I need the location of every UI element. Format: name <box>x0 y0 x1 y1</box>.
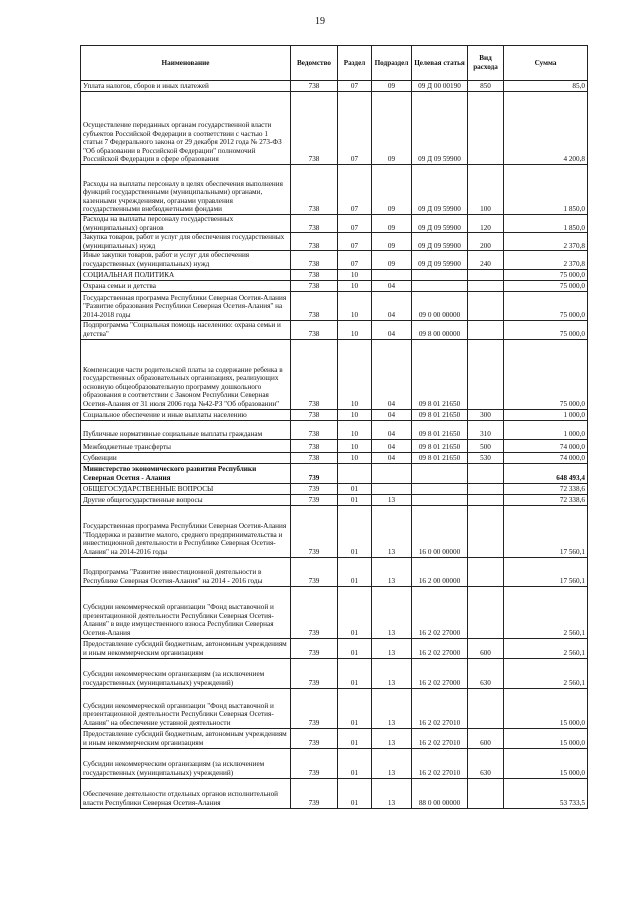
cell-vid: 120 <box>468 215 504 233</box>
table-row <box>81 483 588 494</box>
cell-name: Субсидии некоммерческой организации "Фонд выставочной и презентационной деятельности Республики Северная Осетия-Алания" на обеспечение уставной деятельности <box>81 688 291 728</box>
cell-razdel: 07 <box>338 233 372 251</box>
table-row <box>81 81 588 92</box>
cell-tselevaya: 16 2 02 27010 <box>412 748 468 778</box>
cell-vedomstvo: 738 <box>291 92 338 165</box>
cell-summa: 2 560,1 <box>504 658 588 688</box>
cell-vid <box>468 269 504 280</box>
table-row <box>81 505 588 557</box>
cell-vid: 850 <box>468 81 504 92</box>
cell-razdel: 01 <box>338 688 372 728</box>
cell-podrazdel: 04 <box>372 439 412 452</box>
cell-tselevaya: 09 0 00 00000 <box>412 291 468 320</box>
cell-tselevaya: 16 2 02 27010 <box>412 728 468 748</box>
cell-name: Предоставление субсидий бюджетным, автономным учреждениям и иным некоммерческим организациям <box>81 638 291 658</box>
cell-podrazdel <box>372 269 412 280</box>
cell-tselevaya: 16 2 00 00000 <box>412 557 468 586</box>
cell-tselevaya: 09 Д 09 59900 <box>412 215 468 233</box>
cell-vid <box>468 557 504 586</box>
table-row <box>81 291 588 320</box>
cell-vedomstvo: 739 <box>291 557 338 586</box>
cell-summa: 2 560,1 <box>504 638 588 658</box>
cell-vedomstvo: 739 <box>291 505 338 557</box>
cell-razdel: 01 <box>338 494 372 505</box>
cell-name: ОБЩЕГОСУДАРСТВЕННЫЕ ВОПРОСЫ <box>81 483 291 494</box>
cell-vid <box>468 320 504 339</box>
table-row <box>81 320 588 339</box>
cell-name: Иные закупки товаров, работ и услуг для обеспечения государственных (муниципальных) нужд <box>81 251 291 269</box>
cell-name: Обеспечение деятельности отдельных органов исполнительной власти Республики Северная Осетия-Алания <box>81 778 291 808</box>
cell-podrazdel: 09 <box>372 165 412 215</box>
cell-summa: 648 493,4 <box>504 463 588 483</box>
table-row <box>81 269 588 280</box>
cell-podrazdel: 04 <box>372 291 412 320</box>
cell-razdel: 10 <box>338 339 372 409</box>
header-tselevaya: Целевая статья <box>412 46 468 81</box>
cell-tselevaya: 09 8 01 21650 <box>412 439 468 452</box>
cell-name: Осуществление переданных органам государственной власти субъектов Российской Федерации в соответствии с частью 1 статьи 7 Федерального закона от 29 декабря 2012 года № 273-ФЗ "Об образовании в Российской Федерации" полномочий Российской Федерации в сфере образования <box>81 92 291 165</box>
table-header-row <box>81 46 588 81</box>
table-row <box>81 557 588 586</box>
cell-vedomstvo: 738 <box>291 251 338 269</box>
cell-tselevaya: 16 0 00 00000 <box>412 505 468 557</box>
cell-name: Государственная программа Республики Северная Осетия-Алания "Развитие образования Республики Северная Осетия-Алания" на 2014-2018 годы <box>81 291 291 320</box>
cell-summa: 75 000,0 <box>504 320 588 339</box>
cell-podrazdel: 09 <box>372 233 412 251</box>
table-row <box>81 638 588 658</box>
table-row <box>81 233 588 251</box>
cell-summa: 4 200,8 <box>504 92 588 165</box>
table-row <box>81 748 588 778</box>
cell-summa: 85,0 <box>504 81 588 92</box>
cell-podrazdel: 04 <box>372 320 412 339</box>
table-row <box>81 339 588 409</box>
cell-vid: 240 <box>468 251 504 269</box>
cell-podrazdel: 13 <box>372 748 412 778</box>
header-vedomstvo: Ведомство <box>291 46 338 81</box>
cell-vedomstvo: 738 <box>291 269 338 280</box>
cell-podrazdel <box>372 483 412 494</box>
cell-summa: 1 000,0 <box>504 409 588 420</box>
cell-podrazdel: 13 <box>372 778 412 808</box>
cell-name: Компенсация части родительской платы за содержание ребенка в государственных образовательных организациях, реализующих основную общеобразовательную программу дошкольного образования в соответствии с Законом Республики Северная Осетия-Алания от 31 июля 2006 года №42-РЗ "Об образовании" <box>81 339 291 409</box>
cell-podrazdel: 04 <box>372 280 412 291</box>
cell-tselevaya: 09 8 01 21650 <box>412 452 468 463</box>
cell-razdel: 07 <box>338 251 372 269</box>
cell-tselevaya <box>412 463 468 483</box>
cell-vedomstvo: 738 <box>291 409 338 420</box>
cell-vid <box>468 505 504 557</box>
cell-podrazdel <box>372 463 412 483</box>
cell-tselevaya: 09 8 01 21650 <box>412 339 468 409</box>
cell-razdel: 01 <box>338 658 372 688</box>
cell-vedomstvo: 739 <box>291 748 338 778</box>
cell-podrazdel: 13 <box>372 688 412 728</box>
cell-razdel <box>338 463 372 483</box>
cell-razdel: 10 <box>338 269 372 280</box>
cell-vedomstvo: 738 <box>291 215 338 233</box>
cell-podrazdel: 13 <box>372 586 412 638</box>
table-row <box>81 92 588 165</box>
cell-summa: 1 850,0 <box>504 215 588 233</box>
header-name: Наименование <box>81 46 291 81</box>
cell-summa: 75 000,0 <box>504 339 588 409</box>
cell-name: Закупка товаров, работ и услуг для обеспечения государственных (муниципальных) нужд <box>81 233 291 251</box>
cell-name: Охрана семьи и детства <box>81 280 291 291</box>
cell-podrazdel: 09 <box>372 92 412 165</box>
table-row <box>81 280 588 291</box>
cell-tselevaya: 09 8 01 21650 <box>412 409 468 420</box>
cell-vid <box>468 778 504 808</box>
header-vid: Вид расхода <box>468 46 504 81</box>
cell-tselevaya: 16 2 02 27000 <box>412 638 468 658</box>
table-row <box>81 463 588 483</box>
cell-tselevaya: 09 8 00 00000 <box>412 320 468 339</box>
cell-summa: 72 338,6 <box>504 494 588 505</box>
cell-razdel: 01 <box>338 557 372 586</box>
cell-name: Подпрограмма "Социальная помощь населению: охрана семьи и детства" <box>81 320 291 339</box>
cell-name: Уплата налогов, сборов и иных платежей <box>81 81 291 92</box>
cell-vedomstvo: 739 <box>291 494 338 505</box>
cell-name: Предоставление субсидий бюджетным, автономным учреждениям и иным некоммерческим организациям <box>81 728 291 748</box>
cell-summa: 2 370,8 <box>504 233 588 251</box>
table-row <box>81 658 588 688</box>
cell-vid <box>468 92 504 165</box>
cell-podrazdel: 04 <box>372 409 412 420</box>
cell-tselevaya: 09 8 01 21650 <box>412 420 468 439</box>
cell-vedomstvo: 738 <box>291 339 338 409</box>
cell-vedomstvo: 739 <box>291 688 338 728</box>
cell-podrazdel: 13 <box>372 505 412 557</box>
page-number: 19 <box>315 16 325 27</box>
cell-summa: 74 000,0 <box>504 439 588 452</box>
cell-razdel: 10 <box>338 420 372 439</box>
cell-podrazdel: 04 <box>372 452 412 463</box>
cell-vedomstvo: 738 <box>291 233 338 251</box>
cell-tselevaya: 09 Д 09 59900 <box>412 92 468 165</box>
cell-razdel: 07 <box>338 92 372 165</box>
cell-vid <box>468 463 504 483</box>
cell-name: Субсидии некоммерческим организациям (за исключением государственных (муниципальных) учреждений) <box>81 658 291 688</box>
table-row <box>81 778 588 808</box>
cell-vid: 100 <box>468 165 504 215</box>
cell-razdel: 01 <box>338 505 372 557</box>
cell-razdel: 01 <box>338 778 372 808</box>
cell-name: Государственная программа Республики Северная Осетия-Алания "Поддержка и развитие малого, среднего предпринимательства и инвестиционной деятельности в Республике Северная Осетия-Алания" на 2014-2016 годы <box>81 505 291 557</box>
table-row <box>81 728 588 748</box>
cell-vedomstvo: 738 <box>291 420 338 439</box>
cell-razdel: 10 <box>338 452 372 463</box>
cell-summa: 17 560,1 <box>504 557 588 586</box>
cell-vid: 600 <box>468 638 504 658</box>
cell-vedomstvo: 739 <box>291 778 338 808</box>
cell-razdel: 10 <box>338 409 372 420</box>
cell-summa: 2 370,8 <box>504 251 588 269</box>
cell-podrazdel: 09 <box>372 251 412 269</box>
cell-razdel: 01 <box>338 483 372 494</box>
cell-summa: 15 000,0 <box>504 728 588 748</box>
table-row <box>81 452 588 463</box>
cell-vid: 500 <box>468 439 504 452</box>
cell-tselevaya: 16 2 02 27010 <box>412 688 468 728</box>
cell-vedomstvo: 739 <box>291 463 338 483</box>
cell-vedomstvo: 738 <box>291 165 338 215</box>
cell-summa: 72 338,6 <box>504 483 588 494</box>
cell-vid: 300 <box>468 409 504 420</box>
header-razdel: Раздел <box>338 46 372 81</box>
cell-summa: 15 000,0 <box>504 748 588 778</box>
cell-summa: 74 000,0 <box>504 452 588 463</box>
cell-summa: 75 000,0 <box>504 280 588 291</box>
cell-tselevaya: 09 Д 09 59900 <box>412 233 468 251</box>
cell-tselevaya: 16 2 02 27000 <box>412 586 468 638</box>
table-row <box>81 688 588 728</box>
cell-tselevaya: 16 2 02 27000 <box>412 658 468 688</box>
cell-razdel: 10 <box>338 320 372 339</box>
cell-summa: 15 000,0 <box>504 688 588 728</box>
cell-name: Субсидии некоммерческим организациям (за исключением государственных (муниципальных) учреждений) <box>81 748 291 778</box>
cell-vedomstvo: 738 <box>291 320 338 339</box>
table-row <box>81 494 588 505</box>
cell-razdel: 07 <box>338 81 372 92</box>
cell-vid: 630 <box>468 658 504 688</box>
table-row <box>81 420 588 439</box>
cell-name: СОЦИАЛЬНАЯ ПОЛИТИКА <box>81 269 291 280</box>
table-row <box>81 586 588 638</box>
cell-vid <box>468 291 504 320</box>
cell-razdel: 07 <box>338 215 372 233</box>
cell-vedomstvo: 739 <box>291 638 338 658</box>
cell-name: Субсидии некоммерческой организации "Фонд выставочной и презентационной деятельности Республики Северная Осетия-Алания" в виде имущественного взноса Республики Северная Осетия-Алания <box>81 586 291 638</box>
cell-vid <box>468 339 504 409</box>
cell-vedomstvo: 739 <box>291 728 338 748</box>
cell-vedomstvo: 738 <box>291 439 338 452</box>
cell-name: Другие общегосударственные вопросы <box>81 494 291 505</box>
cell-vedomstvo: 738 <box>291 452 338 463</box>
cell-podrazdel: 04 <box>372 339 412 409</box>
cell-summa: 1 000,0 <box>504 420 588 439</box>
cell-vid <box>468 688 504 728</box>
cell-vid: 630 <box>468 748 504 778</box>
cell-tselevaya: 88 0 00 00000 <box>412 778 468 808</box>
cell-vedomstvo: 738 <box>291 280 338 291</box>
cell-razdel: 01 <box>338 586 372 638</box>
table-row <box>81 409 588 420</box>
cell-podrazdel: 13 <box>372 728 412 748</box>
cell-tselevaya <box>412 269 468 280</box>
cell-summa: 2 560,1 <box>504 586 588 638</box>
cell-vedomstvo: 738 <box>291 81 338 92</box>
cell-podrazdel: 04 <box>372 420 412 439</box>
cell-vid <box>468 586 504 638</box>
cell-name: Подпрограмма "Развитие инвестиционной деятельности в Республике Северная Осетия-Алания" на 2014 - 2016 годы <box>81 557 291 586</box>
cell-tselevaya <box>412 280 468 291</box>
cell-vedomstvo: 739 <box>291 483 338 494</box>
cell-podrazdel: 13 <box>372 638 412 658</box>
table-row <box>81 439 588 452</box>
cell-name: Социальное обеспечение и иные выплаты населению <box>81 409 291 420</box>
cell-razdel: 10 <box>338 280 372 291</box>
cell-tselevaya: 09 Д 09 59900 <box>412 251 468 269</box>
cell-name: Министерство экономического развития Республики Северная Осетия - Алания <box>81 463 291 483</box>
cell-summa: 1 850,0 <box>504 165 588 215</box>
cell-tselevaya: 09 Д 09 59900 <box>412 165 468 215</box>
cell-razdel: 01 <box>338 638 372 658</box>
cell-tselevaya <box>412 494 468 505</box>
table-row <box>81 251 588 269</box>
cell-podrazdel: 13 <box>372 658 412 688</box>
cell-podrazdel: 13 <box>372 494 412 505</box>
cell-summa: 53 733,5 <box>504 778 588 808</box>
cell-tselevaya <box>412 483 468 494</box>
table-row <box>81 165 588 215</box>
cell-summa: 17 560,1 <box>504 505 588 557</box>
cell-razdel: 10 <box>338 291 372 320</box>
table-body <box>81 81 588 809</box>
cell-vedomstvo: 738 <box>291 291 338 320</box>
cell-summa: 75 000,0 <box>504 291 588 320</box>
cell-name: Субвенции <box>81 452 291 463</box>
cell-vedomstvo: 739 <box>291 658 338 688</box>
cell-tselevaya: 09 Д 00 00190 <box>412 81 468 92</box>
cell-vid: 600 <box>468 728 504 748</box>
cell-podrazdel: 09 <box>372 81 412 92</box>
table-row <box>81 215 588 233</box>
cell-vid: 200 <box>468 233 504 251</box>
cell-vedomstvo: 739 <box>291 586 338 638</box>
cell-razdel: 10 <box>338 439 372 452</box>
header-podrazdel: Подраздел <box>372 46 412 81</box>
cell-name: Публичные нормативные социальные выплаты гражданам <box>81 420 291 439</box>
cell-vid: 310 <box>468 420 504 439</box>
cell-vid <box>468 280 504 291</box>
cell-razdel: 01 <box>338 748 372 778</box>
cell-vid <box>468 483 504 494</box>
cell-vid: 530 <box>468 452 504 463</box>
cell-name: Расходы на выплаты персоналу государственных (муниципальных) органов <box>81 215 291 233</box>
cell-name: Межбюджетные трансферты <box>81 439 291 452</box>
cell-razdel: 01 <box>338 728 372 748</box>
cell-podrazdel: 13 <box>372 557 412 586</box>
budget-table <box>80 45 588 809</box>
cell-razdel: 07 <box>338 165 372 215</box>
header-summa: Сумма <box>504 46 588 81</box>
cell-summa: 75 000,0 <box>504 269 588 280</box>
cell-vid <box>468 494 504 505</box>
cell-podrazdel: 09 <box>372 215 412 233</box>
cell-name: Расходы на выплаты персоналу в целях обеспечения выполнения функций государственными (муниципальными) органами, казенными учреждениями, органами управления государственными внебюджетными фондами <box>81 165 291 215</box>
